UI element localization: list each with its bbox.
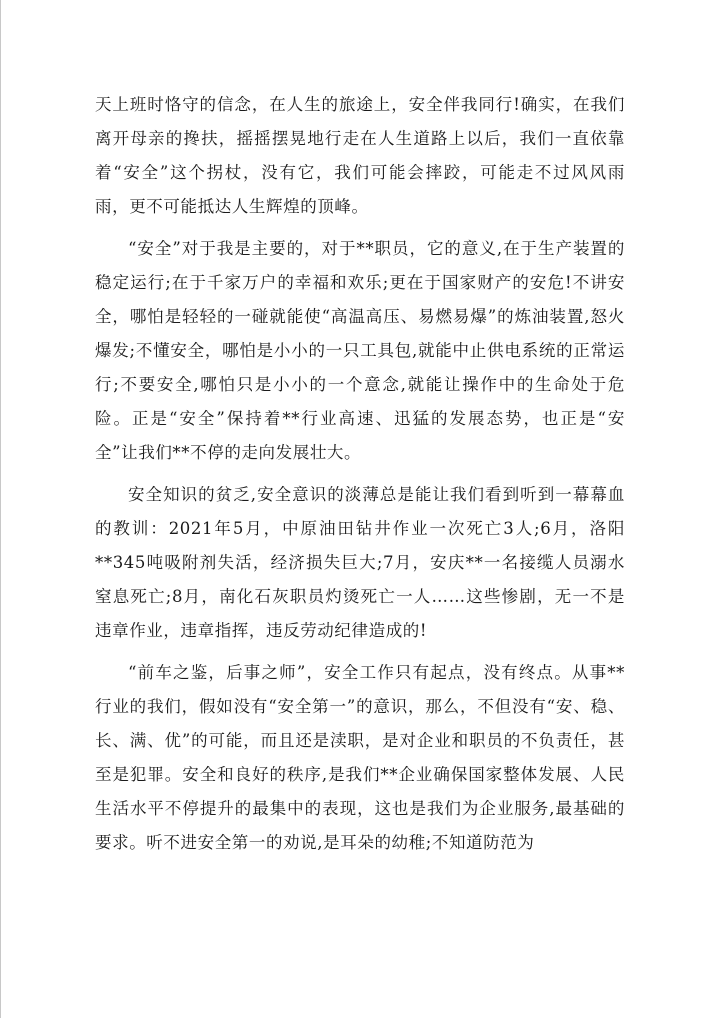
paragraph-2: “安全”对于我是主要的，对于**职员，它的意义,在于生产装置的稳定运行;在于千家万户的幸福和欢乐;更在于国家财产的安危!不讲安全，哪怕是轻轻的一碰就能使“高温高压、易燃易爆”的炼油装置,怒火爆发;不懂安全，哪怕是小小的一只工具包,就能中止供电系统的正常运行;不要安全,哪怕只是小小的一个意念,就能让操作中的生命处于危险。正是“安全”保持着**行业高速、迅猛的发展态势，也正是“安全”让我们**不停的走向发展壮大。 <box>95 239 625 462</box>
page-edge <box>0 0 1 1018</box>
paragraph-4: “前车之鉴，后事之师”，安全工作只有起点，没有终点。从事**行业的我们，假如没有“安全第一”的意识，那么，不但没有“安、稳、长、满、优”的可能，而且还是渎职，是对企业和职员的不负责任，甚至是犯罪。安全和良好的秩序,是我们**企业确保国家整体发展、人民生活水平不停提升的最集中的表现，这也是我们为企业服务,最基础的要求。听不进安全第一的劝说,是耳朵的幼稚;不知道防范为 <box>95 663 625 852</box>
document-body <box>95 88 625 868</box>
paragraph-3: 安全知识的贫乏,安全意识的淡薄总是能让我们看到听到一幕幕血的教训：2021年5月，中原油田钻井作业一次死亡3人;6月，洛阳**345吨吸附剂失活，经济损失巨大;7月，安庆**一名接缆人员溺水窒息死亡;8月，南化石灰职员灼烫死亡一人……这些惨剧，无一不是违章作业，违章指挥，违反劳动纪律造成的! <box>95 485 625 640</box>
paragraph-1: 天上班时恪守的信念，在人生的旅途上，安全伴我同行!确实，在我们离开母亲的搀扶，摇摇摆晃地行走在人生道路上以后，我们一直依靠着“安全”这个拐杖，没有它，我们可能会摔跤，可能走不过风风雨雨，更不可能抵达人生辉煌的顶峰。 <box>95 95 625 216</box>
